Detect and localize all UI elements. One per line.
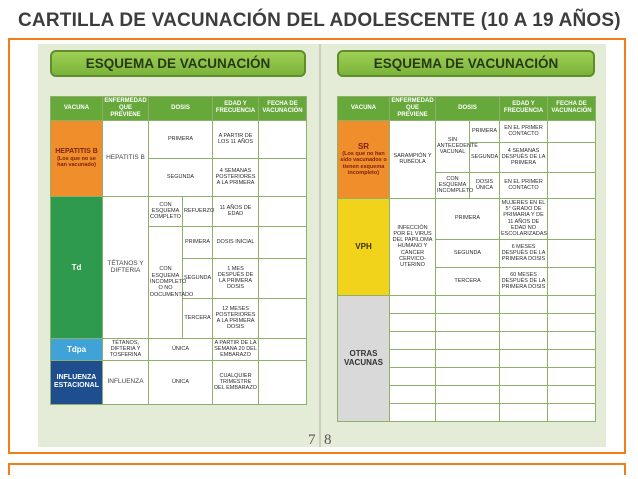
- vaccine-hepatitis-b: [51, 120, 103, 196]
- sr-dose-1: PRIMERA: [470, 120, 500, 142]
- sr-date-3[interactable]: [548, 172, 596, 198]
- disease-hepb: HEPATITIS B: [103, 120, 149, 196]
- vaccine-td: Td: [51, 196, 103, 338]
- vaccine-vph: VPH: [338, 198, 390, 295]
- otras-cell[interactable]: [500, 367, 548, 385]
- vph-age-3: 60 MESES DESPUÉS DE LA PRIMERA DOSIS: [500, 267, 548, 295]
- td-age-2: 1 MES DESPUÉS DE LA PRIMERA DOSIS: [213, 258, 259, 298]
- disease-td: TÉTANOS Y DIFTERIA: [103, 196, 149, 338]
- header-fecha: FECHA DE VACUNACIÓN: [259, 97, 307, 121]
- td-dose-1: PRIMERA: [183, 226, 213, 258]
- hepb-name: HEPATITIS B: [55, 147, 98, 155]
- hepb-dose-2: SEGUNDA: [149, 158, 213, 196]
- sr-age-1: EN EL PRIMER CONTACTO: [500, 120, 548, 142]
- otras-cell[interactable]: [436, 349, 500, 367]
- td-dose-3: TERCERA: [183, 298, 213, 338]
- sr-no-antecedent: SIN ANTECEDENTE VACUNAL: [436, 120, 470, 172]
- otras-cell[interactable]: [436, 313, 500, 331]
- otras-cell[interactable]: [548, 295, 596, 313]
- disease-vph: INFECCIÓN POR EL VIRUS DEL PAPILOMA HUMANO Y CÁNCER CERVICO-UTERINO: [390, 198, 436, 295]
- page-number-left: 7: [308, 432, 316, 448]
- hepb-age-2: 4 SEMANAS POSTERIORES A LA PRIMERA: [213, 158, 259, 196]
- vph-age-2: 6 MESES DESPUÉS DE LA PRIMERA DOSIS: [500, 239, 548, 267]
- td-incomplete-label: CON ESQUEMA INCOMPLETO O NO DOCUMENTADO: [149, 226, 183, 338]
- influenza-dose: ÚNICA: [149, 360, 213, 404]
- header-enfermedad: ENFERMEDAD QUE PREVIENE: [103, 97, 149, 121]
- left-banner: ESQUEMA DE VACUNACIÓN: [50, 50, 306, 77]
- otras-cell[interactable]: [548, 313, 596, 331]
- td-date-3[interactable]: [259, 298, 307, 338]
- page-number-right: 8: [324, 432, 332, 448]
- vaccine-influenza: INFLUENZA ESTACIONAL: [51, 360, 103, 404]
- otras-cell[interactable]: [548, 385, 596, 403]
- otras-cell[interactable]: [390, 403, 436, 421]
- header-enfermedad: ENFERMEDAD QUE PREVIENE: [390, 97, 436, 121]
- tdpa-dose: ÚNICA: [149, 338, 213, 360]
- otras-cell[interactable]: [436, 331, 500, 349]
- otras-cell[interactable]: [500, 385, 548, 403]
- header-edad: EDAD Y FRECUENCIA: [213, 97, 259, 121]
- header-edad: EDAD Y FRECUENCIA: [500, 97, 548, 121]
- right-vaccination-table: [337, 96, 596, 422]
- booklet-spine: [319, 44, 321, 447]
- disease-influenza: INFLUENZA: [103, 360, 149, 404]
- td-date-2[interactable]: [259, 258, 307, 298]
- otras-cell[interactable]: [500, 295, 548, 313]
- hepb-date-2[interactable]: [259, 158, 307, 196]
- otras-cell[interactable]: [390, 349, 436, 367]
- sr-age-2: 4 SEMANAS DESPUÉS DE LA PRIMERA: [500, 142, 548, 172]
- sr-name: SR: [357, 141, 370, 151]
- otras-cell[interactable]: [500, 331, 548, 349]
- sr-dose-unica: DOSIS ÚNICA: [470, 172, 500, 198]
- vaccine-tdpa: Tdpa: [51, 338, 103, 360]
- sr-date-1[interactable]: [548, 120, 596, 142]
- sr-age-3: EN EL PRIMER CONTACTO: [500, 172, 548, 198]
- td-complete-label: CON ESQUEMA COMPLETO: [149, 196, 183, 226]
- influenza-age: CUALQUIER TRIMESTRE DEL EMBARAZO: [213, 360, 259, 404]
- td-refuerzo: REFUERZO: [183, 196, 213, 226]
- disease-sr: SARAMPIÓN Y RUBÉOLA: [390, 120, 436, 198]
- right-banner: ESQUEMA DE VACUNACIÓN: [337, 50, 595, 77]
- tdpa-age: A PARTIR DE LA SEMANA 20 DEL EMBARAZO: [214, 339, 257, 359]
- vph-date-3[interactable]: [548, 267, 596, 295]
- hepb-age-1: A PARTIR DE LOS 11 AÑOS: [213, 120, 259, 158]
- otras-cell[interactable]: [436, 403, 500, 421]
- vaccine-sr: [338, 120, 390, 198]
- otras-cell[interactable]: [548, 403, 596, 421]
- header-fecha: FECHA DE VACUNACIÓN: [548, 97, 596, 121]
- td-age-3: 12 MESES POSTERIORES A LA PRIMERA DOSIS: [213, 298, 259, 338]
- otras-cell[interactable]: [436, 385, 500, 403]
- otras-cell[interactable]: [436, 367, 500, 385]
- hepb-note: (Los que no se han vacunado): [57, 155, 96, 169]
- hepb-dose-1: PRIMERA: [149, 120, 213, 158]
- hepb-date-1[interactable]: [259, 120, 307, 158]
- otras-cell[interactable]: [390, 385, 436, 403]
- vph-date-2[interactable]: [548, 239, 596, 267]
- td-date-1[interactable]: [259, 226, 307, 258]
- otras-cell[interactable]: [390, 331, 436, 349]
- otras-cell[interactable]: [500, 313, 548, 331]
- vph-dose-2: SEGUNDA: [436, 239, 500, 267]
- otras-cell[interactable]: [548, 331, 596, 349]
- otras-cell[interactable]: [390, 295, 436, 313]
- td-age-1: DOSIS INICIAL: [213, 226, 259, 258]
- otras-cell[interactable]: [500, 403, 548, 421]
- header-vacuna: VACUNA: [51, 97, 103, 121]
- td-refuerzo-age: 11 AÑOS DE EDAD: [213, 196, 259, 226]
- otras-cell[interactable]: [436, 295, 500, 313]
- sr-dose-2: SEGUNDA: [470, 142, 500, 172]
- vph-dose-3: TERCERA: [436, 267, 500, 295]
- sr-date-2[interactable]: [548, 142, 596, 172]
- vaccine-otras: OTRAS VACUNAS: [338, 295, 390, 421]
- vph-date-1[interactable]: [548, 198, 596, 239]
- td-dose-2: SEGUNDA: [183, 258, 213, 298]
- header-dosis: DOSIS: [149, 97, 213, 121]
- disease-tdpa: TÉTANOS, DIFTERIA Y TOSFERINA: [103, 338, 149, 360]
- vph-age-1: MUJERES EN EL 5° GRADO DE PRIMARIA Y DE 11 AÑOS DE EDAD NO ESCOLARIZADAS: [501, 199, 548, 238]
- otras-cell[interactable]: [548, 349, 596, 367]
- influenza-date[interactable]: [259, 360, 307, 404]
- left-vaccination-table: [50, 96, 307, 405]
- td-refuerzo-date[interactable]: [259, 196, 307, 226]
- otras-cell[interactable]: [500, 349, 548, 367]
- vph-dose-1: PRIMERA: [436, 198, 500, 239]
- otras-cell[interactable]: [548, 367, 596, 385]
- sr-incomplete: CON ESQUEMA INCOMPLETO: [436, 172, 470, 198]
- otras-cell[interactable]: [390, 313, 436, 331]
- otras-cell[interactable]: [390, 367, 436, 385]
- bottom-frame: [8, 463, 626, 475]
- tdpa-date[interactable]: [259, 338, 307, 360]
- header-vacuna: VACUNA: [338, 97, 390, 121]
- slide-title: CARTILLA DE VACUNACIÓN DEL ADOLESCENTE (10 A 19 AÑOS): [18, 10, 621, 31]
- header-dosis: DOSIS: [436, 97, 500, 121]
- sr-note: (Los que no han sido vacunados o tienen esquema incompleto): [340, 151, 387, 177]
